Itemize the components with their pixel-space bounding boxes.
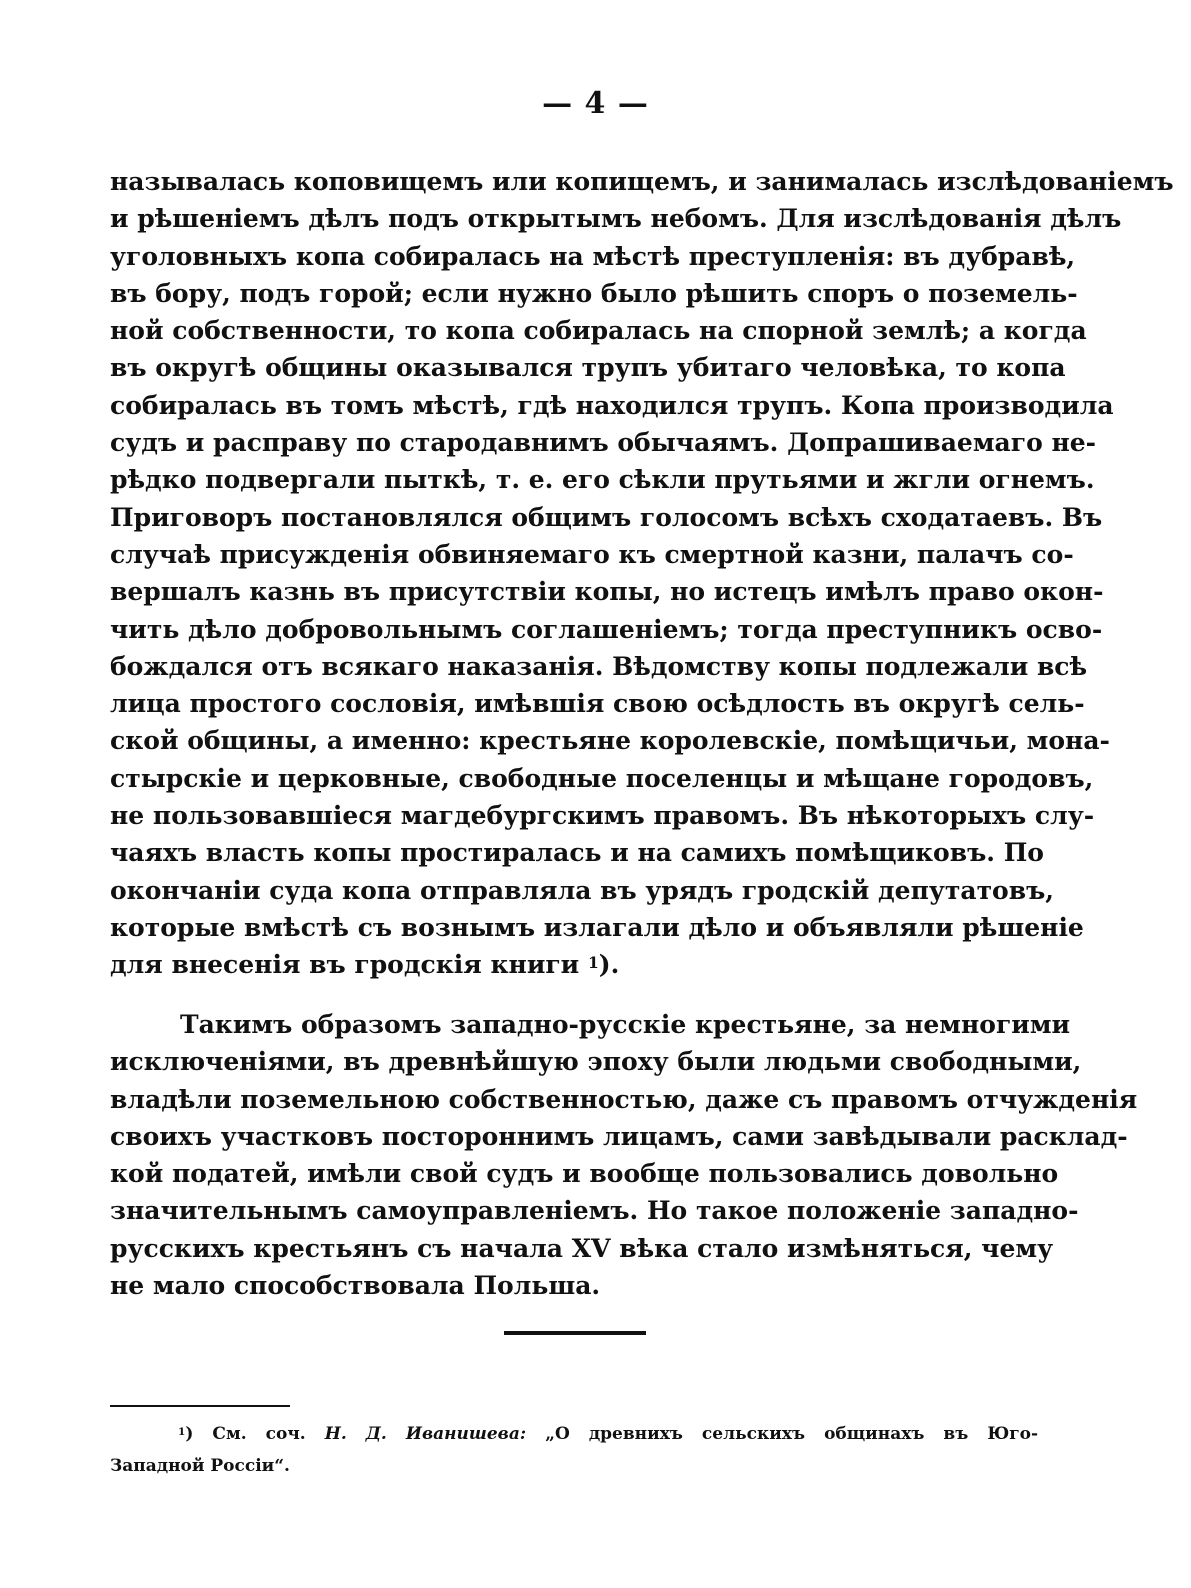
- footnote-reference[interactable]: 1: [587, 953, 599, 973]
- text-line: судъ и расправу по стародавнимъ обычаямъ. Допрашиваемаго не-: [110, 428, 1097, 458]
- text-line: значительнымъ самоуправленіемъ. Но такое положеніе западно-: [110, 1196, 1079, 1226]
- footnote-title: „О древнихъ сельскихъ общинахъ въ Юго-: [545, 1424, 1039, 1444]
- text-line: лица простого сословія, имѣвшія свою осѣдлость въ округѣ сель-: [110, 689, 1085, 719]
- footnote-line: [110, 1418, 1038, 1450]
- text-line: уголовныхъ копа собиралась на мѣстѣ преступленія: въ дубравѣ,: [110, 241, 1076, 271]
- text-line: которые вмѣстѣ съ вознымъ излагали дѣло и объявляли рѣшеніе: [110, 912, 1084, 942]
- text-line: въ округѣ общины оказывался трупъ убитаго человѣка, то копа: [110, 353, 1066, 383]
- paragraph-1: [110, 163, 1174, 984]
- text-line: стырскіе и церковные, свободные поселенцы и мѣщане городовъ,: [110, 763, 1094, 793]
- text-segment: для внесенія въ гродскія книги: [110, 950, 580, 980]
- text-line: собиралась въ томъ мѣстѣ, гдѣ находился трупъ. Копа производила: [110, 390, 1114, 420]
- text-line: чаяхъ власть копы простиралась и на самихъ помѣщиковъ. По: [110, 838, 1044, 868]
- text-line: владѣли поземельною собственностью, даже съ правомъ отчужденія: [110, 1084, 1138, 1114]
- text-line-last: не мало способствовала Польша.: [110, 1271, 601, 1301]
- text-line: окончаніи суда копа отправляла въ урядъ гродскій депутатовъ,: [110, 875, 1054, 905]
- text-line: не пользовавшіеся магдебургскимъ правомъ. Въ нѣкоторыхъ слу-: [110, 801, 1095, 831]
- text-line: исключеніями, въ древнѣйшую эпоху были людьми свободными,: [110, 1047, 1082, 1077]
- footnote-divider: [110, 1405, 290, 1407]
- text-line: кой податей, имѣли свой судъ и вообще пользовались довольно: [110, 1159, 1059, 1189]
- footnote-marker-close: ): [185, 1424, 194, 1444]
- text-line: вершалъ казнь въ присутствіи копы, но истецъ имѣлъ право окон-: [110, 577, 1104, 607]
- text-line: случаѣ присужденія обвиняемаго къ смертной казни, палачъ со-: [110, 539, 1074, 569]
- footnote-prefix: См. соч.: [212, 1424, 306, 1444]
- text-line: бождался отъ всякаго наказанія. Вѣдомству копы подлежали всѣ: [110, 651, 1088, 681]
- text-line: ной собственности, то копа собиралась на спорной землѣ; а когда: [110, 316, 1087, 346]
- footnote-author: Н. Д. Иванишева:: [324, 1424, 527, 1444]
- text-line: Приговоръ постановлялся общимъ голосомъ всѣхъ сходатаевъ. Въ: [110, 502, 1103, 532]
- footnote: [110, 1418, 1038, 1482]
- text-line: ской общины, а именно: крестьяне королевскіе, помѣщичьи, мона-: [110, 726, 1110, 756]
- footnote-line-2: Западной Россіи“.: [110, 1456, 290, 1476]
- text-line: и рѣшеніемъ дѣлъ подъ открытымъ небомъ. Для изслѣдованія дѣлъ: [110, 204, 1122, 234]
- section-end-rule: [504, 1331, 646, 1335]
- text-line-last: [110, 946, 1038, 983]
- text-line: чить дѣло добровольнымъ соглашеніемъ; тогда преступникъ осво-: [110, 614, 1103, 644]
- footnote-marker: 1: [178, 1426, 186, 1438]
- paragraph-2: [110, 1006, 1138, 1304]
- text-line: своихъ участковъ постороннимъ лицамъ, сами завѣдывали расклад-: [110, 1121, 1128, 1151]
- text-line: рѣдко подвергали пыткѣ, т. е. его сѣкли прутьями и жгли огнемъ.: [110, 465, 1095, 495]
- text-line: русскихъ крестьянъ съ начала XV вѣка стало измѣняться, чему: [110, 1233, 1054, 1263]
- text-closing: ).: [598, 950, 620, 980]
- page-number: — 4 —: [542, 86, 649, 121]
- text-line: называлась коповищемъ или копищемъ, и занималась изслѣдованіемъ: [110, 167, 1174, 196]
- text-line: въ бору, подъ горой; если нужно было рѣшить споръ о поземель-: [110, 278, 1078, 308]
- text-line: Такимъ образомъ западно-русскіе крестьяне, за немногими: [180, 1010, 1071, 1039]
